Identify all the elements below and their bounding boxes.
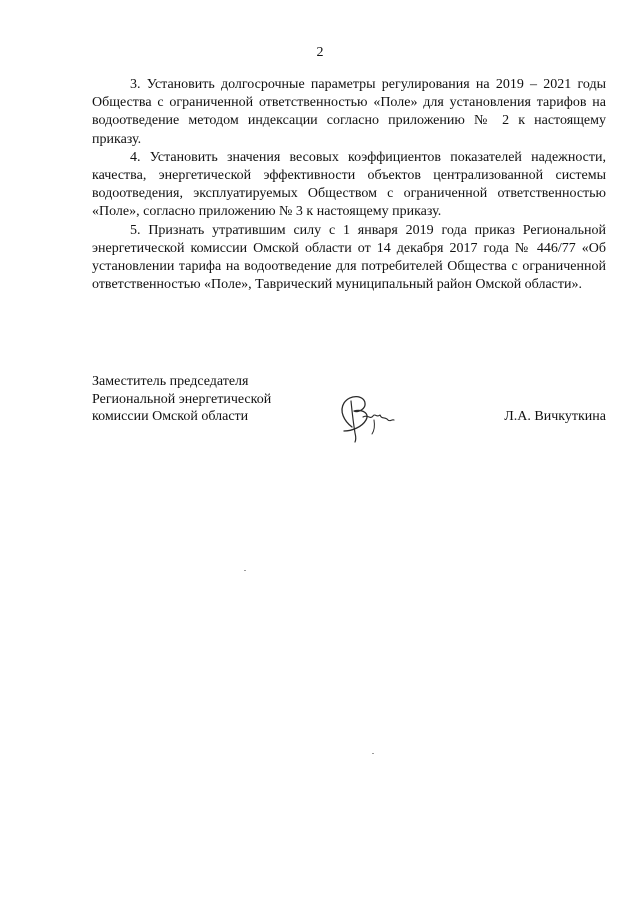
paragraph-3: 3. Установить долгосрочные параметры регулирования на 2019 – 2021 годы Общества с ограниченной ответственностью «Поле» для установления тарифов на водоотведение методом индексации согласно приложению № 2 к настоящему приказу. [92,77,606,147]
scan-speck [372,753,374,754]
signature-block [92,373,606,453]
signer-title-line-3: комиссии Омской области [92,409,249,424]
signer-title-line-2: Региональной энергетической [92,391,272,407]
signer-name: Л.А. Вичкуткина [504,409,606,424]
paragraph-4: 4. Установить значения весовых коэффициентов показателей надежности, качества, энергетической эффективности объектов централизованной системы водоотведения, эксплуатируемых Обществом с ограниченной ответственностью «Поле», согласно приложению № 3 к настоящему приказу. [92,149,606,220]
scan-speck [244,570,246,571]
paragraph-5: 5. Признать утратившим силу с 1 января 2019 года приказ Региональной энергетической комиссии Омской области от 14 декабря 2017 года № 446/77 «Об установлении тарифа на водоотведение для потребителей Общества с ограниченной ответственностью «Поле», Таврический муниципальный район Омской области». [92,222,606,293]
page-number: 2 [316,45,324,60]
document-body [92,76,606,294]
signer-title-line-1: Заместитель председателя [92,374,249,389]
handwritten-signature [330,387,400,443]
signer-title [92,373,322,426]
